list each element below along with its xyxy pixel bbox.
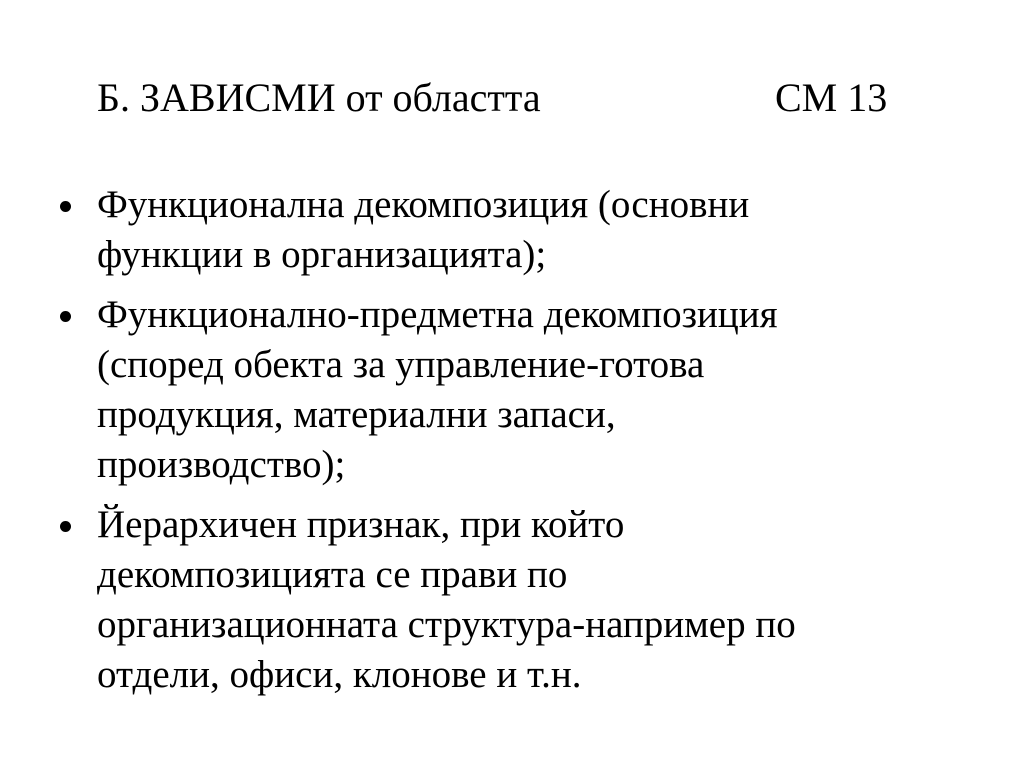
bullet-line: функции в организацията); <box>97 233 547 276</box>
bullet-line: организационната структура-например по <box>97 603 796 646</box>
slide-title-row <box>97 70 917 126</box>
bullet-icon <box>60 521 71 532</box>
bullet-line: Йерархичен признак, при който <box>97 503 625 546</box>
bullet-line: декомпозицията се прави по <box>97 553 568 596</box>
bullet-line: производство); <box>97 443 346 486</box>
slide-code: СМ 13 <box>775 75 888 120</box>
slide-title: Б. ЗАВИСМИ от областта <box>97 75 541 120</box>
bullet-icon <box>60 311 71 322</box>
bullet-line: Функционална декомпозиция (основни <box>97 183 750 226</box>
bullet-item-1 <box>60 180 960 280</box>
bullet-list <box>60 180 960 710</box>
bullet-item-2 <box>60 290 960 490</box>
bullet-line: Функционално-предметна декомпозиция <box>97 293 778 336</box>
bullet-line: продукция, материални запаси, <box>97 393 616 436</box>
bullet-line: (според обекта за управление-готова <box>97 343 705 386</box>
bullet-line: отдели, офиси, клонове и т.н. <box>97 653 582 696</box>
bullet-icon <box>60 201 71 212</box>
bullet-item-3 <box>60 500 960 700</box>
